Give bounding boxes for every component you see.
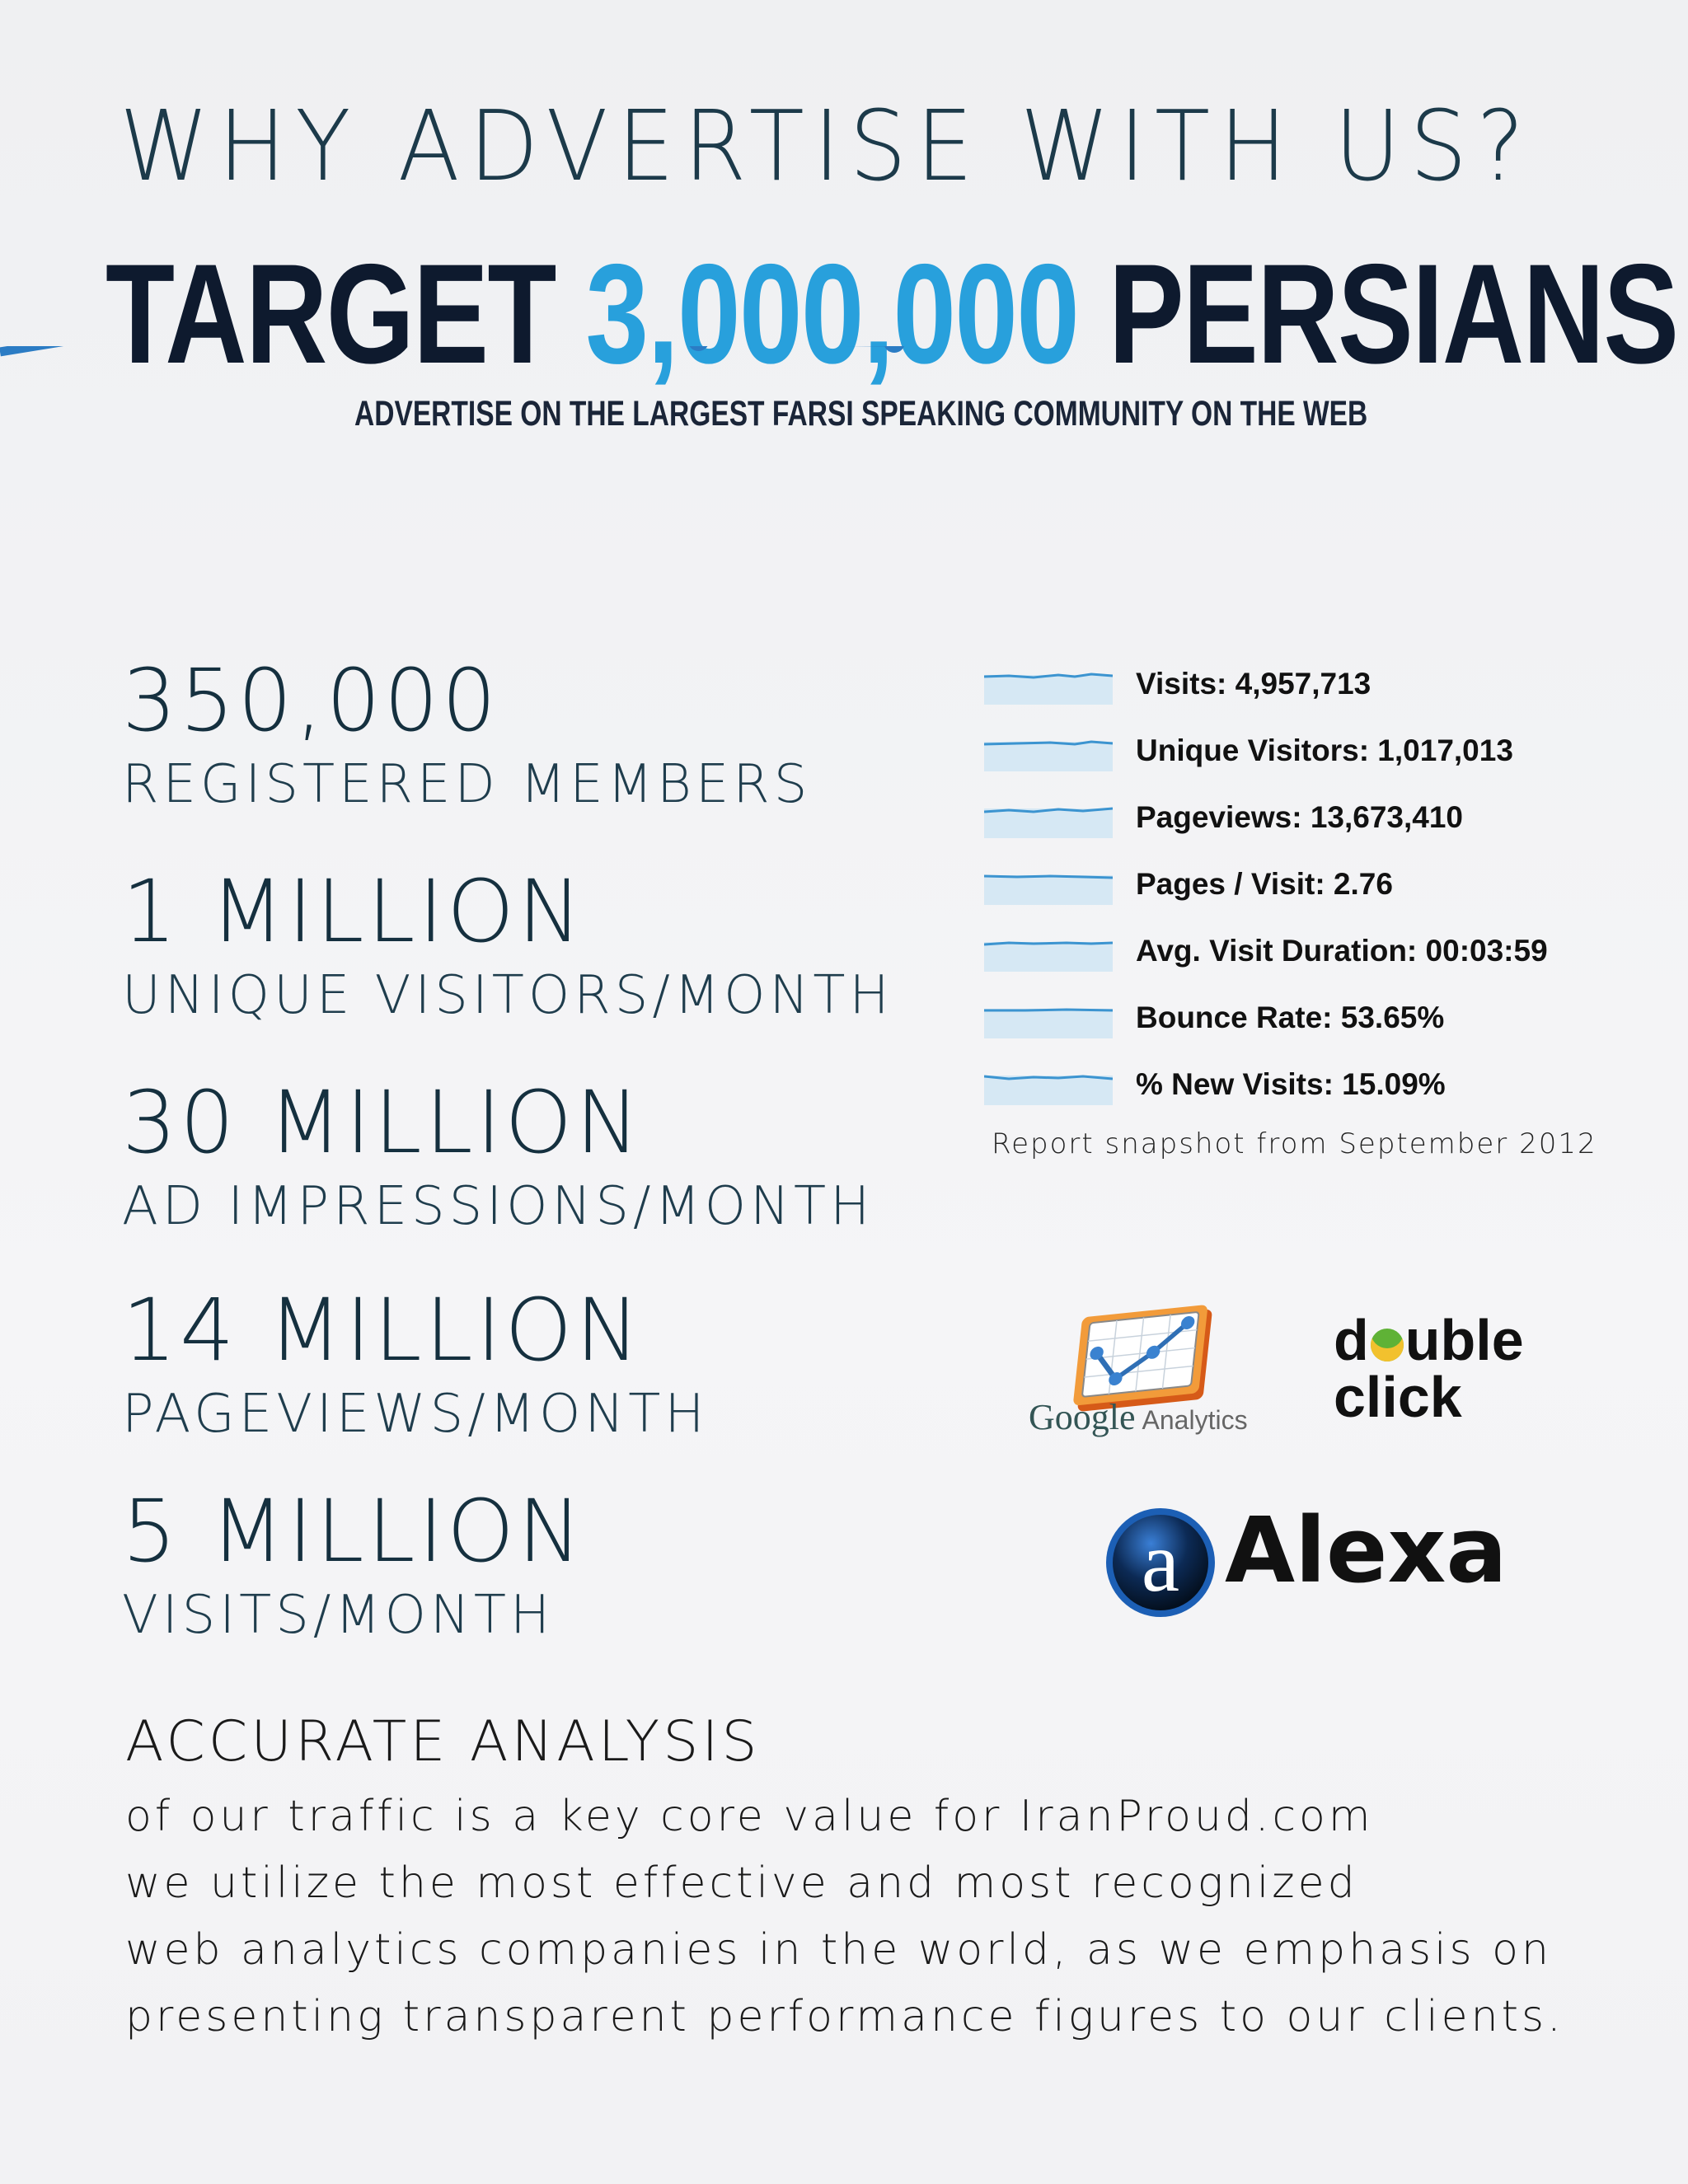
sparkline-icon <box>984 935 1113 972</box>
metric-pages-per-visit: Pages / Visit: 2.76 <box>1136 867 1393 901</box>
analytics-word: Analytics <box>1142 1405 1248 1435</box>
stat-number: 5 MILLION <box>122 1481 585 1582</box>
headline-post: PERSIANS <box>1108 235 1678 393</box>
metric-unique-visitors: Unique Visitors: 1,017,013 <box>1136 733 1513 767</box>
metric-row <box>984 996 1643 1045</box>
headline-number: 3,000,000 <box>585 235 1079 393</box>
doubleclick-uble: uble <box>1404 1308 1524 1372</box>
stat-pageviews <box>122 1280 709 1445</box>
alexa-logo-icon <box>1103 1505 1218 1620</box>
stat-number: 30 MILLION <box>122 1072 644 1173</box>
doubleclick-logo <box>1334 1308 1524 1429</box>
page-question: WHY ADVERTISE WITH US? <box>120 89 1534 203</box>
analysis-line: presenting transparent performance figures to our clients. <box>125 1992 1564 2041</box>
stat-label: VISITS/MONTH <box>122 1585 555 1646</box>
stat-label: PAGEVIEWS/MONTH <box>122 1384 709 1445</box>
doubleclick-d: d <box>1334 1308 1369 1372</box>
stat-label: REGISTERED MEMBERS <box>122 754 812 815</box>
stat-number: 350,000 <box>122 650 500 751</box>
sparkline-icon <box>984 1069 1113 1105</box>
sparkline-icon <box>984 1002 1113 1038</box>
stat-label: AD IMPRESSIONS/MONTH <box>122 1176 874 1237</box>
metric-pageviews: Pageviews: 13,673,410 <box>1136 800 1464 834</box>
metric-row <box>984 662 1643 711</box>
stat-label: UNIQUE VISITORS/MONTH <box>122 965 893 1026</box>
sparkline-icon <box>984 735 1113 771</box>
analysis-line: web analytics companies in the world, as we emphasis on <box>125 1925 1552 1975</box>
metric-row <box>984 862 1643 912</box>
sparkline-icon <box>984 668 1113 705</box>
headline-pre: TARGET <box>106 235 556 393</box>
doubleclick-o-icon <box>1371 1329 1404 1361</box>
doubleclick-line-1 <box>1334 1308 1524 1372</box>
metric-bounce-rate: Bounce Rate: 53.65% <box>1136 1001 1445 1034</box>
trend-point <box>884 346 905 353</box>
sparkline-icon <box>984 802 1113 838</box>
stat-registered-members <box>122 650 812 815</box>
metric-row <box>984 1062 1643 1112</box>
google-word: Google <box>1029 1397 1136 1437</box>
stat-ad-impressions <box>122 1072 874 1237</box>
doubleclick-line-2: click <box>1334 1364 1462 1429</box>
report-note: Report snapshot from September 2012 <box>992 1127 1597 1160</box>
metric-row <box>984 795 1643 845</box>
metric-row <box>984 729 1643 778</box>
stat-unique-visitors <box>122 861 893 1026</box>
trend-point <box>688 346 710 351</box>
alexa-letter: a <box>1141 1515 1180 1610</box>
subheadline: ADVERTISE ON THE LARGEST FARSI SPEAKING COMMUNITY ON THE WEB <box>354 394 1368 434</box>
stat-number: 14 MILLION <box>122 1280 644 1380</box>
metric-visits: Visits: 4,957,713 <box>1136 667 1372 701</box>
metric-avg-visit-duration: Avg. Visit Duration: 00:03:59 <box>1136 934 1548 968</box>
stat-visits <box>122 1481 585 1646</box>
google-analytics-wordmark <box>1029 1396 1248 1438</box>
alexa-wordmark: Alexa <box>1225 1497 1507 1603</box>
sparkline-icon <box>984 869 1113 905</box>
analysis-line: of our traffic is a key core value for IranProud.com <box>125 1792 1374 1841</box>
trend-line-graphic <box>0 346 1688 610</box>
analysis-line: we utilize the most effective and most recognized <box>125 1858 1358 1908</box>
analysis-title: ACCURATE ANALYSIS <box>125 1709 761 1774</box>
metric-new-visits: % New Visits: 15.09% <box>1136 1067 1446 1101</box>
stat-number: 1 MILLION <box>122 861 585 962</box>
metric-row <box>984 929 1643 978</box>
trend-line <box>0 346 1688 352</box>
